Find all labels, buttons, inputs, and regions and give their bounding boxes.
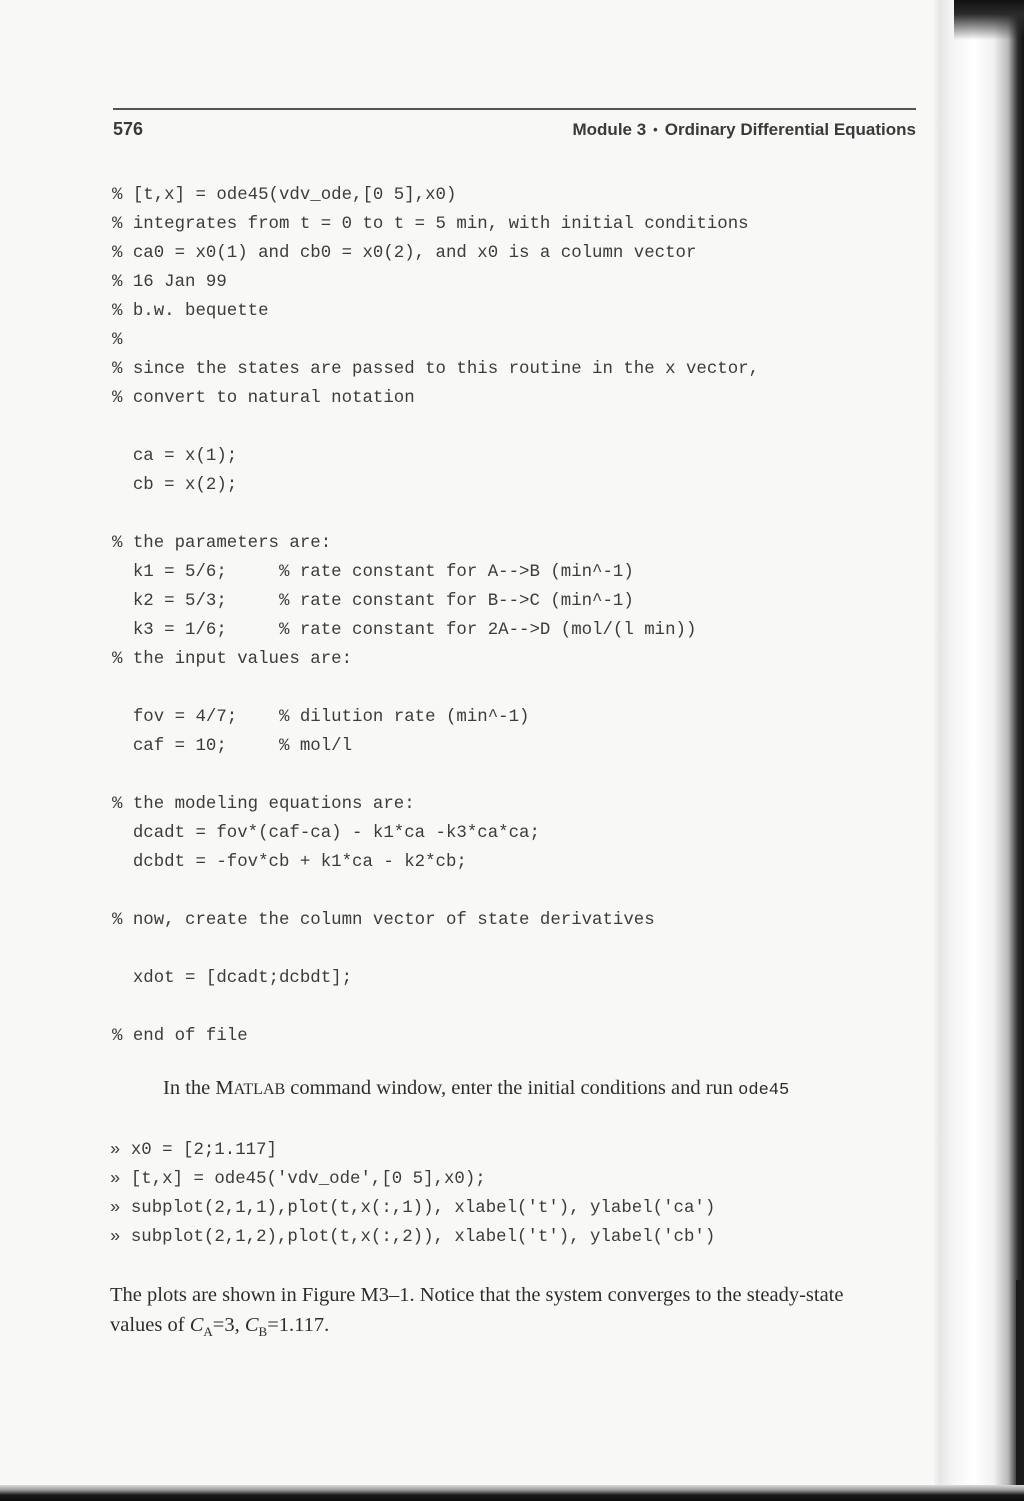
- matlab-cap: M: [215, 1077, 234, 1099]
- book-spine-shadow: [934, 0, 1024, 1501]
- ode45-command: ode45: [738, 1081, 790, 1100]
- code-line: [112, 761, 759, 790]
- code-line: [112, 413, 759, 442]
- command-line: » subplot(2,1,2),plot(t,x(:,2)), xlabel('t'), ylabel('cb'): [110, 1228, 716, 1247]
- code-line: dcbdt = -fov*cb + k1*ca - k2*cb;: [112, 853, 467, 872]
- command-line: » [t,x] = ode45('vdv_ode',[0 5],x0);: [110, 1170, 486, 1189]
- code-line: % now, create the column vector of state derivatives: [112, 911, 655, 930]
- header-rule: [113, 108, 916, 110]
- code-line: xdot = [dcadt;dcbdt];: [112, 969, 353, 988]
- code-line: % the input values are:: [112, 650, 353, 669]
- closing-paragraph: [110, 1280, 915, 1347]
- running-head-bullet: •: [653, 122, 658, 137]
- matlab-name: [215, 1077, 285, 1099]
- ca-value: =3,: [212, 1314, 245, 1336]
- running-head-module: Module 3: [572, 120, 647, 139]
- code-line: %: [112, 331, 123, 350]
- intro-sentence: [163, 1077, 789, 1100]
- running-head-chapter: Ordinary Differential Equations: [664, 120, 916, 139]
- code-line: k3 = 1/6; % rate constant for 2A-->D (mol/(l min)): [112, 621, 697, 640]
- running-head: [573, 120, 917, 140]
- code-listing-function: [112, 181, 759, 1051]
- closing-line-1: The plots are shown in Figure M3–1. Notice that the system converges to the steady-state: [110, 1284, 844, 1306]
- code-line: k2 = 5/3; % rate constant for B-->C (min^-1): [112, 592, 634, 611]
- page-curl-top: [954, 0, 1024, 40]
- code-line: [112, 500, 759, 529]
- code-line: cb = x(2);: [112, 476, 238, 495]
- code-line: [112, 935, 759, 964]
- spine-edge: [1016, 1280, 1024, 1501]
- code-line: [112, 674, 759, 703]
- code-line: % convert to natural notation: [112, 389, 415, 408]
- cb-value: =1.117.: [267, 1314, 330, 1336]
- ca-symbol: $C_A$: [189, 1314, 213, 1340]
- intro-text-before: In the: [163, 1077, 216, 1099]
- code-line: k1 = 5/6; % rate constant for A-->B (min^-1): [112, 563, 634, 582]
- intro-text-after: command window, enter the initial conditions and run: [285, 1077, 739, 1099]
- code-line: % the parameters are:: [112, 534, 332, 553]
- command-line: » x0 = [2;1.117]: [110, 1141, 277, 1160]
- code-line: % 16 Jan 99: [112, 273, 227, 292]
- code-line: % b.w. bequette: [112, 302, 269, 321]
- code-listing-command-window: [110, 1136, 715, 1252]
- code-line: % ca0 = x0(1) and cb0 = x0(2), and x0 is a column vector: [112, 244, 697, 263]
- cb-symbol: $C_B$: [244, 1314, 268, 1340]
- code-line: % integrates from t = 0 to t = 5 min, with initial conditions: [112, 215, 749, 234]
- bottom-edge-shadow: [0, 1485, 1024, 1501]
- code-line: % the modeling equations are:: [112, 795, 415, 814]
- command-line: » subplot(2,1,1),plot(t,x(:,1)), xlabel('t'), ylabel('ca'): [110, 1199, 716, 1218]
- code-line: caf = 10; % mol/l: [112, 737, 353, 756]
- code-line: [112, 877, 759, 906]
- code-line: ca = x(1);: [112, 447, 238, 466]
- code-line: % since the states are passed to this routine in the x vector,: [112, 360, 760, 379]
- code-line: fov = 4/7; % dilution rate (min^-1): [112, 708, 530, 727]
- code-line: % end of file: [112, 1027, 248, 1046]
- closing-line-2: [110, 1310, 915, 1347]
- code-line: % [t,x] = ode45(vdv_ode,[0 5],x0): [112, 186, 457, 205]
- matlab-rest: ATLAB: [233, 1081, 286, 1098]
- closing-prefix: values of: [110, 1314, 190, 1336]
- page-number: 576: [113, 119, 144, 139]
- code-line: dcadt = fov*(caf-ca) - k1*ca -k3*ca*ca;: [112, 824, 540, 843]
- code-line: [112, 993, 759, 1022]
